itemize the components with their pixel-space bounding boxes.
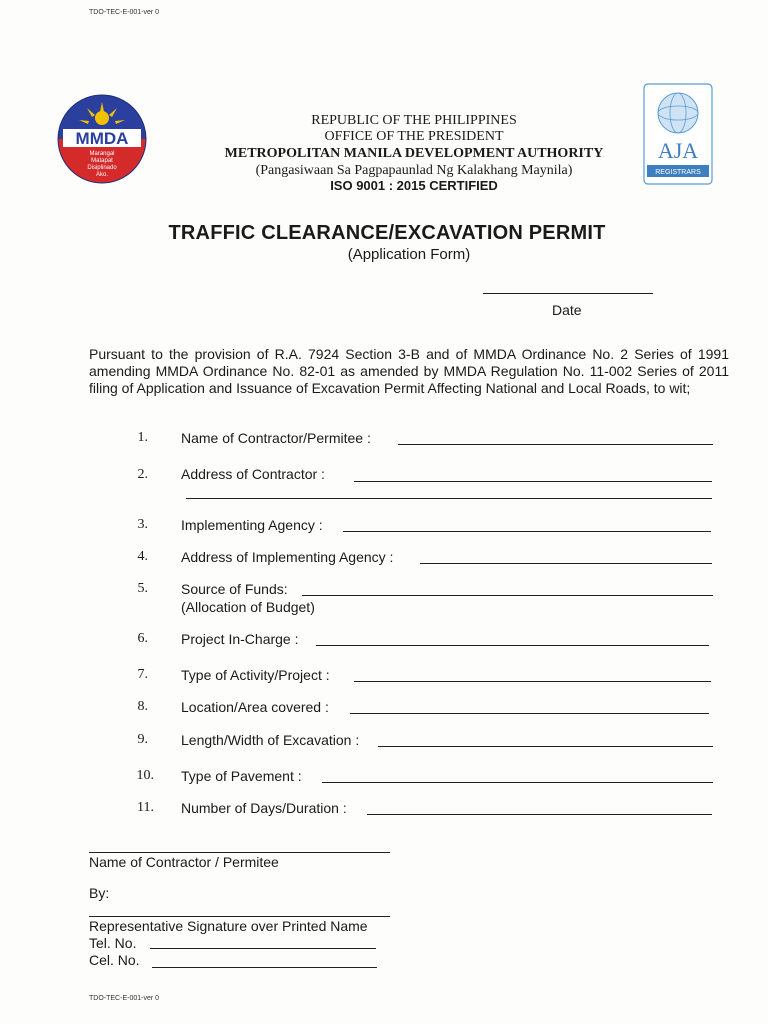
field-number: 11.	[137, 800, 154, 815]
aja-logo-text: AJA	[657, 138, 699, 163]
field-input-contractor-name[interactable]	[398, 444, 713, 445]
field-number: 9.	[137, 732, 148, 747]
form-subtitle: (Application Form)	[347, 246, 471, 263]
field-input-excavation-size[interactable]	[378, 746, 713, 747]
header-agency: METROPOLITAN MANILA DEVELOPMENT AUTHORITY	[224, 146, 604, 161]
svg-text:Disiplinado: Disiplinado	[87, 165, 117, 171]
field-number: 7.	[137, 667, 148, 682]
field-label-project-in-charge: Project In-Charge :	[181, 631, 299, 647]
header-office: OFFICE OF THE PRESIDENT	[324, 129, 504, 144]
field-label-contractor-address: Address of Contractor :	[181, 466, 325, 482]
field-input-pavement-type[interactable]	[322, 782, 713, 783]
mmda-logo-text: MMDA	[75, 129, 129, 148]
by-label: By:	[89, 885, 110, 901]
field-number: 2.	[137, 467, 148, 482]
field-number: 8.	[137, 699, 148, 714]
document-code-bottom: TDO-TEC-E-001-ver 0	[89, 995, 160, 1002]
field-number: 4.	[137, 549, 148, 564]
field-label-location: Location/Area covered :	[181, 699, 329, 715]
field-label-implementing-agency: Implementing Agency :	[181, 517, 323, 533]
tel-label: Tel. No.	[89, 935, 137, 951]
field-label-source-of-funds: Source of Funds:	[181, 581, 288, 597]
svg-text:Marangal: Marangal	[89, 151, 115, 157]
signature-line[interactable]	[89, 916, 390, 917]
field-input-activity-type[interactable]	[354, 681, 711, 682]
date-line[interactable]	[483, 293, 653, 294]
document-code-top: TDO-TEC-E-001-ver 0	[89, 9, 160, 16]
field-input-implementing-agency[interactable]	[343, 531, 711, 532]
cel-label: Cel. No.	[89, 952, 140, 968]
header-republic: REPUBLIC OF THE PHILIPPINES	[311, 113, 517, 128]
field-sublabel-allocation: (Allocation of Budget)	[181, 599, 315, 615]
contractor-name-label: Name of Contractor / Permitee	[89, 854, 279, 870]
contractor-name-line[interactable]	[89, 852, 390, 853]
field-number: 3.	[137, 517, 148, 532]
field-input-contractor-address-2[interactable]	[186, 498, 712, 499]
tel-input-line[interactable]	[150, 948, 376, 949]
svg-text:Matapat: Matapat	[91, 158, 113, 164]
form-title: TRAFFIC CLEARANCE/EXCAVATION PERMIT	[168, 222, 606, 244]
field-label-contractor-name: Name of Contractor/Permitee :	[181, 430, 371, 446]
field-input-source-of-funds[interactable]	[302, 595, 713, 596]
cel-input-line[interactable]	[152, 967, 377, 968]
field-input-duration[interactable]	[367, 814, 712, 815]
header-tagalog: (Pangasiwaan Sa Pagpapaunlad Ng Kalakhang Maynila)	[255, 163, 573, 178]
field-input-location[interactable]	[350, 713, 709, 714]
field-number: 10.	[136, 768, 154, 783]
date-label: Date	[552, 302, 582, 318]
field-label-excavation-size: Length/Width of Excavation :	[181, 732, 360, 748]
field-number: 5.	[137, 581, 148, 596]
field-input-agency-address[interactable]	[420, 563, 712, 564]
field-input-project-in-charge[interactable]	[316, 645, 709, 646]
field-number: 1.	[137, 430, 148, 445]
field-label-activity-type: Type of Activity/Project :	[181, 667, 330, 683]
svg-text:Ako.: Ako.	[95, 172, 109, 178]
field-number: 6.	[137, 631, 148, 646]
field-label-duration: Number of Days/Duration :	[181, 800, 347, 816]
svg-text:REGISTRARS: REGISTRARS	[655, 169, 701, 176]
field-input-contractor-address[interactable]	[354, 481, 712, 482]
signature-label: Representative Signature over Printed Name	[89, 918, 368, 934]
header-iso: ISO 9001 : 2015 CERTIFIED	[330, 178, 498, 193]
field-label-agency-address: Address of Implementing Agency :	[181, 549, 394, 565]
intro-paragraph: Pursuant to the provision of R.A. 7924 Section 3-B and of MMDA Ordinance No. 2 Series of 1991 amending MMDA Ordinance No. 82-01 as amended by MMDA Regulation No. 11-002 Series of 2011 filing of Application and Issuance of Excavation Permit Affecting National and Local Roads, to wit;	[89, 346, 729, 396]
field-label-pavement-type: Type of Pavement :	[181, 768, 302, 784]
